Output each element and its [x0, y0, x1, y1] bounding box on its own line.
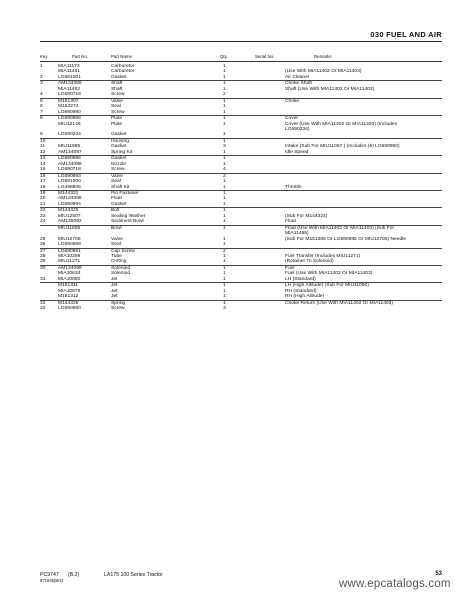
footer-code: 971845(B/2) [40, 578, 64, 583]
cell-qty: 1 [223, 149, 226, 155]
footer-edition: (B.2) [68, 572, 80, 578]
cell-key: 1 [40, 64, 43, 69]
cell-qty: 2 [223, 92, 226, 98]
cell-name: Valve [111, 173, 123, 179]
cell-name: Valve [111, 98, 123, 104]
cell-key: 6 [40, 104, 43, 110]
cell-part: LG690718 [58, 92, 81, 98]
cell-qty: 3 [223, 144, 226, 150]
cell-name: Housing [111, 138, 129, 144]
cell-remarks: (Retainer To Solenoid) [285, 259, 334, 265]
cell-qty: 1 [223, 300, 226, 306]
cell-part: MIA10298 [58, 253, 81, 259]
cell-name: Float [111, 196, 122, 202]
cell-qty: 1 [223, 288, 226, 294]
cell-qty: 1 [223, 74, 226, 80]
cell-qty: 1 [223, 116, 226, 122]
cell-part: M144321 [58, 190, 79, 196]
cell-name: Spring [111, 300, 126, 306]
cell-remarks: Intake (Sub For MIU11067 ) (Includes (6) LG690950) [285, 144, 400, 150]
footer-page-number: 53 [435, 571, 442, 577]
cell-part: LG690988 [58, 242, 81, 248]
cell-qty: 1 [223, 184, 226, 190]
cell-remarks: Fuel (Use With MIA11402 Or MIA11403) [285, 271, 373, 277]
cell-key: 20 [40, 196, 46, 202]
cell-part: AM134096 [58, 196, 82, 202]
cell-name: Jet [111, 294, 118, 300]
cell-qty: 1 [223, 219, 226, 225]
cell-part: M144325 [58, 208, 79, 214]
cell-remarks: MIA11485) [285, 231, 309, 237]
cell-part: LG690234 [58, 132, 81, 138]
cell-qty: 1 [223, 109, 226, 115]
cell-remarks: (Sub For M144324) [285, 213, 328, 219]
cell-name: Sediment Bowl [111, 219, 144, 225]
cell-remarks: Choke [285, 98, 300, 104]
cell-name: Sealing Washer [111, 213, 146, 219]
cell-qty: 1 [223, 265, 226, 271]
cell-name: Pin Fastener [111, 190, 139, 196]
col-qty: Qty. [220, 54, 228, 59]
cell-key: 17 [40, 179, 46, 185]
cell-part: M153274 [58, 104, 79, 110]
cell-key: 19 [40, 190, 46, 196]
cell-name: Screw [111, 92, 125, 98]
cell-part: AM134087 [58, 149, 82, 155]
cell-key: 7 [40, 109, 43, 115]
cell-part: MIU12146 [58, 121, 81, 127]
cell-remarks: (Sub For M151306 Or LG690985 Or MIU12705) Needle [285, 236, 406, 242]
cell-qty: 1 [223, 294, 226, 300]
cell-part: MIU12706 [58, 236, 81, 242]
cell-remarks: RH (High Altitude) [285, 294, 325, 300]
cell-qty: 1 [223, 225, 226, 231]
cell-part: LG690993 [58, 173, 81, 179]
cell-qty: 1 [223, 213, 226, 219]
cell-key: 18 [40, 184, 46, 190]
cell-key: 33 [40, 306, 46, 312]
cell-name: Cap Screw [111, 248, 135, 254]
cell-key: 31 [40, 276, 46, 282]
cell-key: 9 [40, 132, 43, 138]
col-key: Key [40, 54, 48, 59]
header-rule [40, 61, 442, 62]
cell-remarks: Idle Speed [285, 149, 309, 155]
cell-name: Gasket [111, 201, 127, 207]
cell-name: Seal [111, 104, 121, 110]
cell-qty: 1 [223, 69, 226, 75]
cell-qty: 3 [223, 306, 226, 312]
cell-name: Gasket [111, 156, 127, 162]
cell-remarks: Choke Shaft [285, 81, 312, 87]
cell-part: MIU11271 [58, 259, 81, 265]
cell-part: LG691001 [58, 74, 81, 80]
cell-part: LG690996 [58, 156, 81, 162]
cell-name: Shaft [111, 86, 123, 92]
cell-remarks: Choke Return (Use With MIA11402 Or MIA11403) [285, 300, 393, 306]
cell-key: 8 [40, 116, 43, 122]
table-row [40, 306, 442, 311]
cell-remarks: LG690234) [285, 126, 310, 132]
cell-name: Solenoid [111, 271, 131, 277]
cell-qty: 1 [223, 156, 226, 162]
cell-part: AM134088 [58, 161, 82, 167]
cell-name: Plate [111, 121, 123, 127]
cell-key: 27 [40, 248, 46, 254]
cell-name: Bowl [111, 225, 122, 231]
cell-remarks: Float (Use With MIA11402 Or MIA11403) (Sub For [285, 225, 395, 231]
cell-key: 3 [40, 81, 43, 87]
footer-catalog: PC9747 [40, 572, 59, 578]
cell-name: Gasket [111, 74, 127, 80]
cell-remarks: Fuel Transfer (Includes MIU11271) [285, 253, 361, 259]
cell-part: MIU11805 [58, 225, 81, 231]
cell-part: M151312 [58, 294, 79, 300]
cell-name: Valve [111, 236, 123, 242]
parts-table [40, 64, 442, 311]
cell-part: M151311 [58, 283, 79, 289]
cell-part: LG690990 [58, 306, 81, 312]
cell-part: AM134099 [58, 265, 82, 271]
col-part-no: Part No. [72, 54, 89, 59]
cell-remarks: LH (High Altitude) (Sub For MIU11050) [285, 283, 369, 289]
cell-qty: 1 [223, 138, 226, 144]
cell-part: MIU12507 [58, 213, 81, 219]
cell-qty: 1 [223, 161, 226, 167]
cell-name: Jet [111, 288, 118, 294]
cell-qty: 1 [223, 283, 226, 289]
cell-name: Carburetor [111, 69, 135, 75]
cell-name: O-Ring [111, 259, 127, 265]
col-serial-no: Serial No. [255, 54, 275, 59]
cell-key: 28 [40, 253, 46, 259]
cell-name: Screw [111, 306, 125, 312]
cell-qty: 1 [223, 64, 226, 69]
cell-qty: 1 [223, 81, 226, 87]
cell-name: Gasket [111, 144, 127, 150]
cell-name: Carburetor [111, 64, 135, 69]
cell-part: AM134089 [58, 81, 82, 87]
cell-name: Solenoid [111, 265, 131, 271]
cell-part: AM135092 [58, 219, 82, 225]
cell-name: Spring Kit [111, 149, 133, 155]
cell-name: Shaft [111, 81, 123, 87]
cell-remarks: Throttle [285, 184, 302, 190]
cell-qty: 1 [223, 236, 226, 242]
cell-key: 21 [40, 201, 46, 207]
cell-name: Seal [111, 242, 121, 248]
cell-qty: 1 [223, 208, 226, 214]
cell-part: MIU11985 [58, 144, 81, 150]
cell-name: Jet [111, 283, 118, 289]
cell-key: 24 [40, 219, 46, 225]
cell-part: MIA11462 [58, 86, 80, 92]
cell-part: MIA11461 [58, 69, 80, 75]
col-remarks: Remarks [314, 54, 332, 59]
cell-part: M144326 [58, 300, 79, 306]
col-part-name: Part Name [111, 54, 132, 59]
cell-name: Tube [111, 253, 122, 259]
cell-key: 25 [40, 236, 46, 242]
cell-part: LG690991 [58, 248, 81, 254]
cell-name: Screw [111, 109, 125, 115]
cell-part: MIA10634 [58, 271, 81, 277]
cell-key: 23 [40, 213, 46, 219]
cell-key: 12 [40, 149, 46, 155]
cell-remarks: Shaft (Use With MIA11402 Or MIA11403) [285, 86, 375, 92]
cell-remarks: Float [285, 219, 296, 225]
footer-subtitle: LA175 100 Series Tractor [104, 572, 163, 578]
cell-part: LG690994 [58, 201, 81, 207]
cell-qty: 1 [223, 190, 226, 196]
cell-qty: 1 [223, 98, 226, 104]
cell-key: 26 [40, 242, 46, 248]
cell-remarks: LH (Standard) [285, 276, 316, 282]
cell-remarks: RH (Standard) [285, 288, 317, 294]
cell-part: LG690986 [58, 116, 81, 122]
cell-qty: 2 [223, 173, 226, 179]
cell-key: 15 [40, 167, 46, 173]
cell-name: Bolt [111, 208, 120, 214]
cell-name: Shaft Kit [111, 184, 130, 190]
cell-part: MIA10879 [58, 288, 81, 294]
cell-qty: 1 [223, 132, 226, 138]
column-header-row [40, 54, 442, 61]
cell-key: 5 [40, 98, 43, 104]
top-rule [40, 41, 442, 42]
cell-key: 32 [40, 300, 46, 306]
cell-part: LG498805 [58, 184, 81, 190]
cell-qty: 1 [223, 253, 226, 259]
cell-part: MIA11173 [58, 64, 80, 69]
cell-name: Nozzle [111, 161, 126, 167]
cell-part: LG690990 [58, 109, 81, 115]
cell-qty: 4 [223, 167, 226, 173]
cell-key: 14 [40, 161, 46, 167]
cell-part: LG690718 [58, 167, 81, 173]
cell-name: Plate [111, 116, 123, 122]
cell-key: 29 [40, 259, 46, 265]
cell-key: 10 [40, 138, 46, 144]
cell-qty: 1 [223, 121, 226, 127]
cell-key: 22 [40, 208, 46, 214]
cell-qty: 1 [223, 242, 226, 248]
section-title: 030 FUEL AND AIR [370, 30, 442, 39]
cell-qty: 2 [223, 248, 226, 254]
cell-key: 13 [40, 156, 46, 162]
cell-remarks: Cover [285, 116, 299, 122]
cell-qty: 1 [223, 271, 226, 277]
cell-name: Jet [111, 276, 118, 282]
cell-key: 4 [40, 92, 43, 98]
cell-qty: 1 [223, 276, 226, 282]
cell-key: 2 [40, 74, 43, 80]
cell-qty: 1 [223, 86, 226, 92]
cell-key: 16 [40, 173, 46, 179]
cell-part: M151307 [58, 98, 79, 104]
cell-part: LG691000 [58, 179, 81, 185]
cell-remarks: (Use With MIA11402 Or MIA11403) [285, 69, 362, 75]
cell-name: Seal [111, 179, 121, 185]
cell-qty: 1 [223, 196, 226, 202]
cell-key: 30 [40, 265, 46, 271]
cell-qty: 1 [223, 179, 226, 185]
watermark: www.epcatalogs.com [339, 578, 451, 590]
cell-remarks: Fuel [285, 265, 295, 271]
cell-remarks: Cover (Use With MIA11402 Or MIA11403) (Includes [285, 121, 398, 127]
cell-qty: 1 [223, 201, 226, 207]
cell-part: MIA10880 [58, 276, 81, 282]
cell-qty: 1 [223, 104, 226, 110]
cell-key: 11 [40, 144, 46, 150]
cell-qty: 1 [223, 259, 226, 265]
cell-name: Gasket [111, 132, 127, 138]
cell-name: Screw [111, 167, 125, 173]
cell-remarks: Air Cleaner [285, 74, 310, 80]
